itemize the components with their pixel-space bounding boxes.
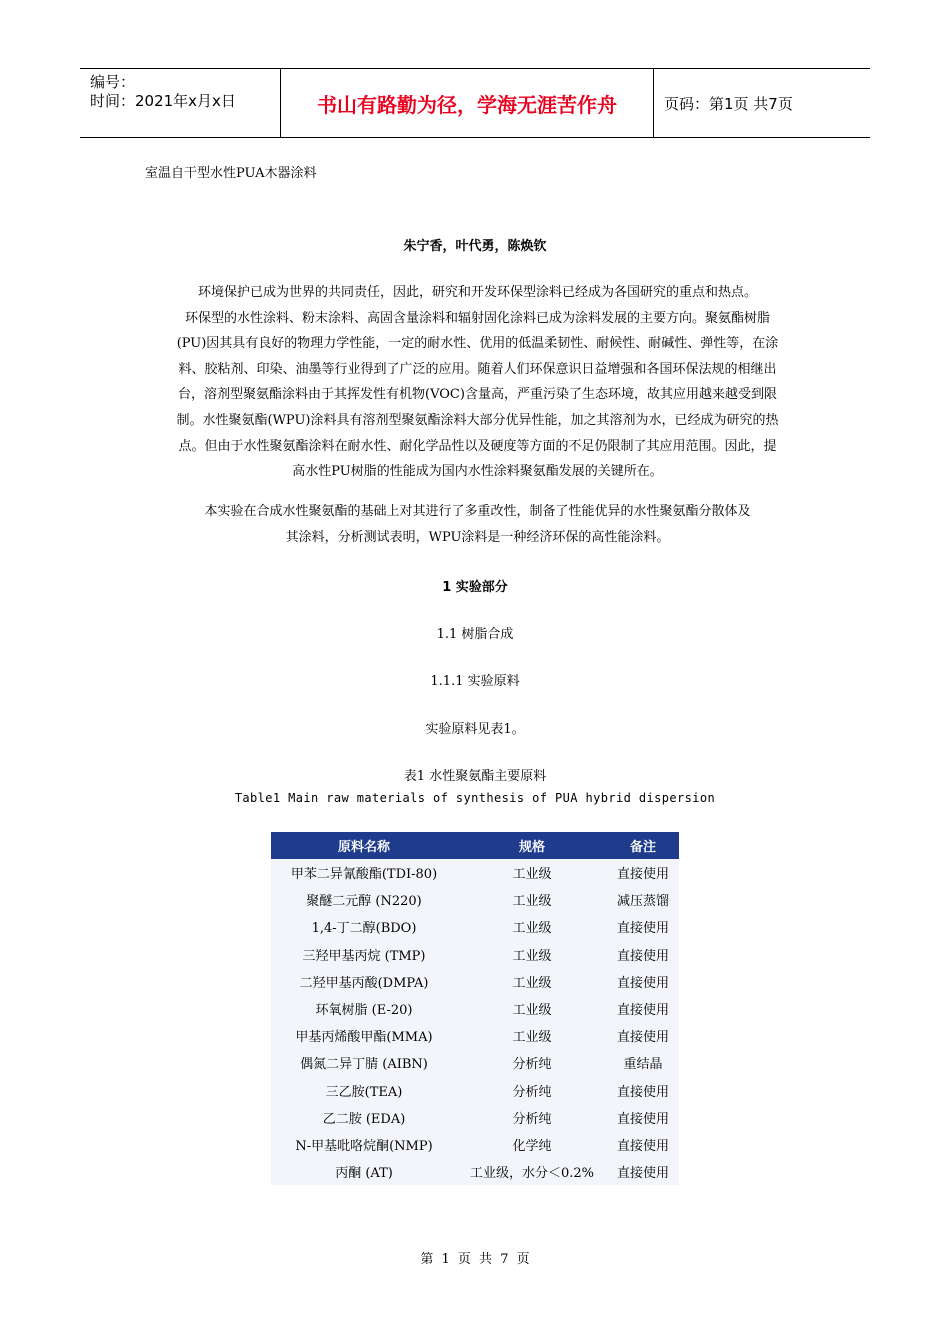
- table-row: [271, 968, 679, 995]
- header-divider: [653, 69, 654, 137]
- note-cell: 直接使用: [607, 913, 679, 940]
- table-row: [271, 1131, 679, 1158]
- intro-line: 高水性PU树脂的性能成为国内水性涂料聚氨酯发展的关键所在。: [292, 464, 663, 480]
- table-row: [271, 941, 679, 968]
- material-name-cell: 丙酮 (AT): [271, 1158, 457, 1185]
- material-name-cell: 1,4-丁二醇(BDO): [271, 913, 457, 940]
- material-name-cell: N-甲基吡咯烷酮(NMP): [271, 1131, 457, 1158]
- table-reference: 实验原料见表1。: [425, 722, 525, 737]
- grade-cell: 工业级: [457, 995, 607, 1022]
- note-cell: 直接使用: [607, 1022, 679, 1049]
- material-name-cell: 三羟甲基丙烷 (TMP): [271, 941, 457, 968]
- material-name-cell: 偶氮二异丁腈 (AIBN): [271, 1049, 457, 1076]
- table-row: [271, 1049, 679, 1076]
- column-header-grade: 规格: [457, 832, 607, 859]
- header-meta: [80, 69, 280, 137]
- intro-line: 料、胶粘剂、印染、油墨等行业得到了广泛的应用。随着人们环保意识日益增强和各国环保法规的相继出: [178, 361, 777, 377]
- note-cell: 重结晶: [607, 1049, 679, 1076]
- document-title: 室温自干型水性PUA木器涂料: [145, 166, 317, 181]
- material-name-cell: 甲基丙烯酸甲酯(MMA): [271, 1022, 457, 1049]
- grade-cell: 分析纯: [457, 1104, 607, 1131]
- experiment-line: 本实验在合成水性聚氨酯的基础上对其进行了多重改性，制备了性能优异的水性聚氨酯分散体及: [204, 504, 751, 519]
- table-header-row: [271, 832, 679, 859]
- grade-cell: 工业级: [457, 941, 607, 968]
- table-row: [271, 1022, 679, 1049]
- materials-table: [271, 832, 679, 1185]
- note-cell: 直接使用: [607, 1131, 679, 1158]
- authors: 朱宁香，叶代勇，陈焕钦: [403, 239, 547, 254]
- table-caption-en: Table1 Main raw materials of synthesis of PUA hybrid dispersion: [234, 791, 716, 805]
- grade-cell: 分析纯: [457, 1049, 607, 1076]
- material-name-cell: 三乙胺(TEA): [271, 1077, 457, 1104]
- section-heading: 1 实验部分: [442, 580, 508, 595]
- material-name-cell: 环氧树脂 (E-20): [271, 995, 457, 1022]
- intro-line: (PU)因其具有良好的物理力学性能，一定的耐水性、优用的低温柔韧性、耐候性、耐碱性、弹性等，在涂: [176, 336, 779, 352]
- table-body: [271, 859, 679, 1185]
- note-cell: 直接使用: [607, 859, 679, 886]
- grade-cell: 化学纯: [457, 1131, 607, 1158]
- grade-cell: 工业级: [457, 913, 607, 940]
- table-caption-cn: 表1 水性聚氨酯主要原料: [403, 769, 547, 784]
- subsubsection-heading: 1.1.1 实验原料: [430, 674, 520, 689]
- note-cell: 直接使用: [607, 968, 679, 995]
- intro-line: 制。水性聚氨酯(WPU)涂料具有溶剂型聚氨酯涂料大部分优异性能，加之其溶剂为水，已经成为研究的热: [176, 412, 779, 428]
- intro-line: 点。但由于水性聚氨酯涂料在耐水性、耐化学品性以及硬度等方面的不足仍限制了其应用范围。因此，提: [178, 438, 777, 454]
- note-cell: 直接使用: [607, 995, 679, 1022]
- intro-line: 环境保护已成为世界的共同责任，因此，研究和开发环保型涂料已经成为各国研究的重点和热点。: [197, 285, 757, 300]
- column-header-note: 备注: [607, 832, 679, 859]
- grade-cell: 工业级: [457, 859, 607, 886]
- intro-line: 台，溶剂型聚氨酯涂料由于其挥发性有机物(VOC)含量高，严重污染了生态环境，故其应用越来越受到限: [178, 387, 777, 403]
- table-row: [271, 1158, 679, 1185]
- page-footer: 第 1 页 共 7 页: [420, 1252, 530, 1267]
- table-row: [271, 859, 679, 886]
- table-row: [271, 995, 679, 1022]
- table-row: [271, 913, 679, 940]
- intro-line: 环保型的水性涂料、粉末涂料、高固含量涂料和辐射固化涂料已成为涂料发展的主要方向。聚氨酯树脂: [184, 310, 770, 326]
- grade-cell: 工业级: [457, 1022, 607, 1049]
- experiment-paragraph: [145, 499, 810, 550]
- header-page-info: 页码：第1页 共7页: [664, 94, 793, 113]
- grade-cell: 工业级: [457, 968, 607, 995]
- page-header: [80, 68, 870, 138]
- table-row: [271, 1077, 679, 1104]
- table-row: [271, 886, 679, 913]
- grade-cell: 工业级: [457, 886, 607, 913]
- table-row: [271, 1104, 679, 1131]
- note-cell: 直接使用: [607, 941, 679, 968]
- material-name-cell: 甲苯二异氰酸酯(TDI-80): [271, 859, 457, 886]
- material-name-cell: 乙二胺 (EDA): [271, 1104, 457, 1131]
- grade-cell: 分析纯: [457, 1077, 607, 1104]
- note-cell: 直接使用: [607, 1077, 679, 1104]
- grade-cell: 工业级，水分＜0.2%: [457, 1158, 607, 1185]
- header-motto: 书山有路勤为径，学海无涯苦作舟: [317, 92, 617, 117]
- column-header-material: 原料名称: [271, 832, 457, 859]
- header-time-label: 时间：2021年x月x日: [90, 92, 236, 110]
- header-number-label: 编号：: [90, 73, 136, 91]
- intro-paragraph: [145, 280, 810, 485]
- subsection-heading: 1.1 树脂合成: [436, 627, 514, 642]
- material-name-cell: 聚醚二元醇 (N220): [271, 886, 457, 913]
- note-cell: 直接使用: [607, 1104, 679, 1131]
- material-name-cell: 二羟甲基丙酸(DMPA): [271, 968, 457, 995]
- experiment-line: 其涂料，分析测试表明，WPU涂料是一种经济环保的高性能涂料。: [285, 529, 670, 545]
- note-cell: 减压蒸馏: [607, 886, 679, 913]
- note-cell: 直接使用: [607, 1158, 679, 1185]
